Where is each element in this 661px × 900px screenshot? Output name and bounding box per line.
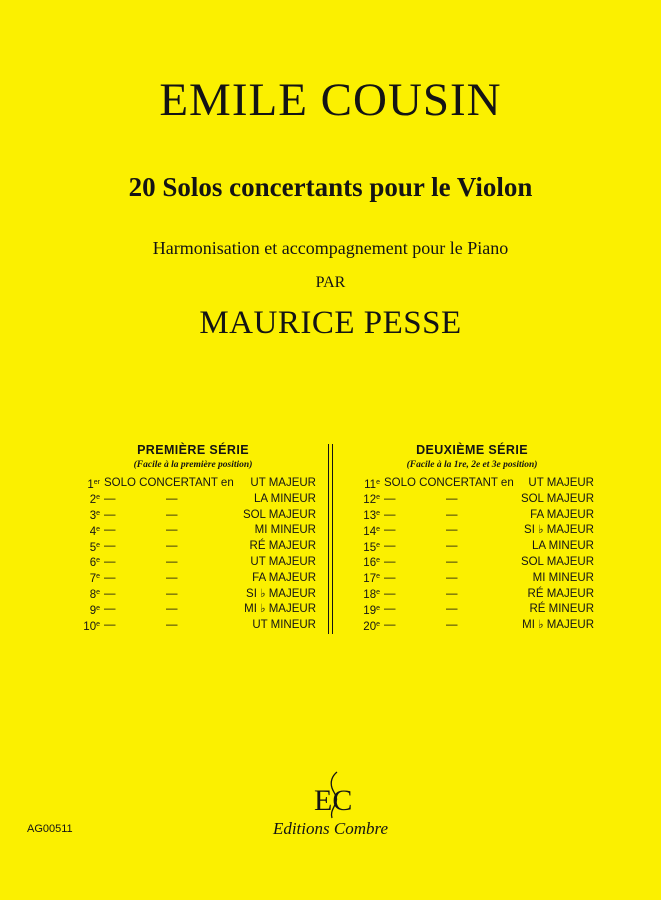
- publisher-logo: [308, 770, 358, 822]
- solo-number: 10e: [83, 620, 100, 633]
- solo-list-item: [70, 571, 316, 587]
- solo-form: — —: [104, 587, 178, 600]
- solo-list-item: [70, 492, 316, 508]
- solo-key: RÉ MAJEUR: [527, 587, 594, 600]
- solo-number: 14e: [363, 525, 380, 538]
- solo-number: 2e: [89, 494, 100, 507]
- solo-list-item: [350, 539, 594, 555]
- series-one-title: PREMIÈRE SÉRIE: [137, 443, 249, 457]
- solo-list-item: [70, 618, 316, 634]
- solo-number: 1er: [87, 478, 100, 491]
- solo-form: — —: [104, 508, 178, 521]
- solo-form: — —: [384, 571, 458, 584]
- solo-form: — —: [104, 619, 178, 632]
- solo-number: 16e: [363, 557, 380, 570]
- work-title: 20 Solos concertants pour le Violon: [128, 172, 533, 202]
- solo-form: — —: [104, 524, 178, 537]
- solo-key: FA MAJEUR: [530, 508, 594, 521]
- solo-list-item: [70, 476, 316, 492]
- solo-number: 8e: [89, 589, 100, 602]
- solo-number: 17e: [363, 573, 380, 586]
- arrangement-subtitle: Harmonisation et accompagnement pour le Piano: [152, 238, 509, 258]
- solo-number: 18e: [363, 589, 380, 602]
- solo-list-item: [350, 508, 594, 524]
- solo-key: SOL MAJEUR: [520, 555, 594, 568]
- solo-number: 7e: [89, 573, 100, 586]
- series-two-note: (Facile à la 1re, 2e et 3e position): [406, 460, 538, 470]
- solo-list-item: [350, 523, 594, 539]
- publisher-logo-letters: EC: [314, 784, 353, 817]
- double-rule-divider: [328, 444, 333, 634]
- solo-number: 4e: [89, 525, 100, 538]
- series-one: [70, 442, 316, 634]
- solo-list-item: [70, 539, 316, 555]
- arranger-name: MAURICE PESSE: [199, 305, 462, 341]
- solo-list-item: [350, 492, 594, 508]
- solo-key: MI MINEUR: [532, 571, 594, 584]
- solo-number: 3e: [89, 510, 100, 523]
- solo-form: — —: [384, 603, 458, 616]
- solo-key: UT MINEUR: [252, 619, 316, 632]
- solo-key: SOL MAJEUR: [520, 492, 594, 505]
- solo-list-item: [70, 523, 316, 539]
- solo-key: MI MINEUR: [254, 524, 316, 537]
- solo-key: UT MAJEUR: [250, 477, 316, 489]
- series-two-list: [350, 476, 594, 634]
- solo-list-item: [350, 618, 594, 634]
- by-label: PAR: [315, 274, 346, 291]
- solo-number: 9e: [89, 604, 100, 617]
- solo-key: SI ♭ MAJEUR: [246, 587, 316, 600]
- solo-key: LA MINEUR: [254, 492, 316, 505]
- solo-list-item: [350, 476, 594, 492]
- solo-form: — —: [104, 603, 178, 616]
- solo-form: — —: [384, 524, 458, 537]
- solo-key: UT MAJEUR: [250, 555, 316, 568]
- publisher-name: Editions Combre: [272, 819, 389, 838]
- solo-list-item: [70, 555, 316, 571]
- solo-number: 11e: [364, 478, 380, 491]
- series-two-title: DEUXIÈME SÉRIE: [416, 443, 528, 457]
- solo-form: — —: [384, 508, 458, 521]
- solo-number: 6e: [89, 557, 100, 570]
- solo-form: — —: [384, 619, 458, 632]
- solo-form: — —: [384, 555, 458, 568]
- solo-list-item: [350, 555, 594, 571]
- series-two: [350, 442, 594, 634]
- solo-list-item: [70, 587, 316, 603]
- solo-key: UT MAJEUR: [528, 477, 594, 489]
- solo-list-item: [70, 508, 316, 524]
- solo-key: SOL MAJEUR: [242, 508, 316, 521]
- solo-number: 19e: [363, 604, 380, 617]
- solo-number: 12e: [363, 494, 380, 507]
- solo-list-item: [70, 602, 316, 618]
- solo-key: MI ♭ MAJEUR: [522, 619, 594, 632]
- solo-form: — —: [384, 540, 458, 553]
- solo-form: — —: [104, 571, 178, 584]
- solo-number: 15e: [363, 541, 380, 554]
- solo-list-item: [350, 571, 594, 587]
- solo-key: FA MAJEUR: [252, 571, 316, 584]
- solo-form: — —: [104, 492, 178, 505]
- solo-key: RÉ MINEUR: [529, 603, 594, 616]
- composer-name: EMILE COUSIN: [159, 74, 502, 126]
- series-one-note: (Facile à la première position): [133, 460, 253, 470]
- solo-list-item: [350, 602, 594, 618]
- solo-form: SOLO CONCERTANT en: [104, 477, 234, 489]
- catalog-code: AG00511: [27, 823, 73, 835]
- solo-number: 13e: [363, 510, 380, 523]
- solo-number: 20e: [363, 620, 380, 633]
- solo-form: SOLO CONCERTANT en: [384, 477, 514, 489]
- solo-form: — —: [384, 492, 458, 505]
- solo-form: — —: [104, 555, 178, 568]
- solo-key: RÉ MAJEUR: [249, 540, 316, 553]
- series-one-list: [70, 476, 316, 634]
- solo-key: LA MINEUR: [532, 540, 594, 553]
- solo-form: — —: [104, 540, 178, 553]
- solo-form: — —: [384, 587, 458, 600]
- solo-list-item: [350, 587, 594, 603]
- solo-key: SI ♭ MAJEUR: [524, 524, 594, 537]
- solo-number: 5e: [89, 541, 100, 554]
- solo-key: MI ♭ MAJEUR: [244, 603, 316, 616]
